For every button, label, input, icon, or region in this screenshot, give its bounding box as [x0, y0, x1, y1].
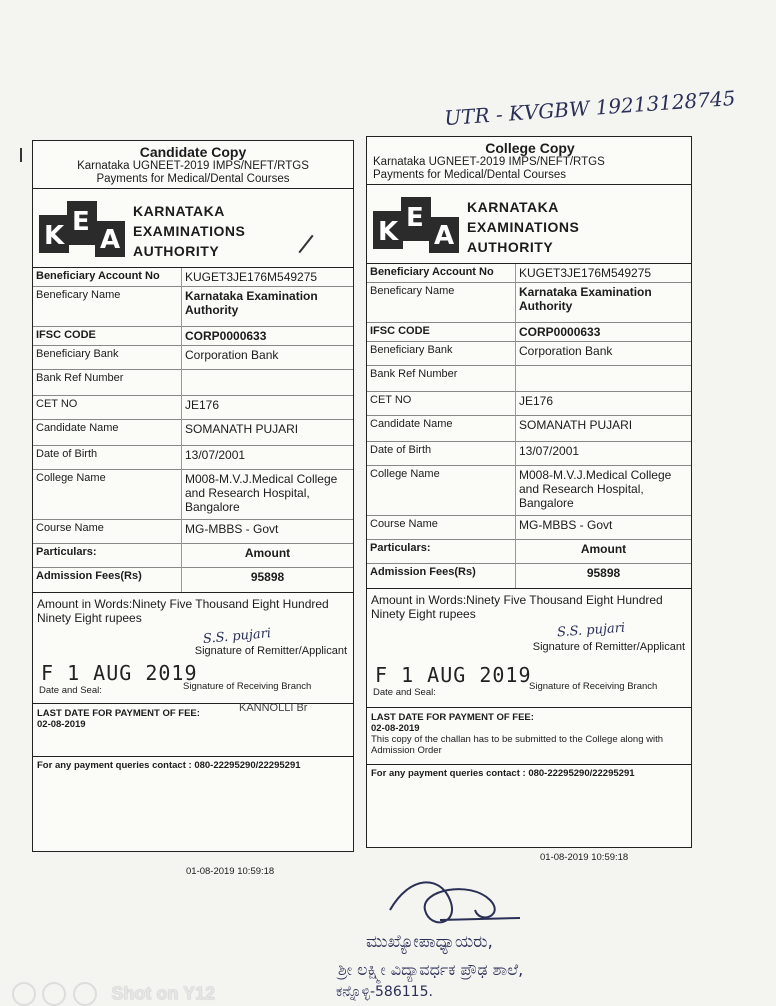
field-label: Beneficiary Account No — [367, 264, 516, 283]
seal-line-2: ಶ್ರೀ ಲಕ್ಷ್ಮೀ ವಿದ್ಯಾವರ್ಧಕ ಪ್ರೌಢ ಶಾಲೆ, — [338, 960, 524, 979]
field-label: Course Name — [33, 520, 182, 544]
page-margin-mark — [20, 148, 22, 162]
table-row — [367, 564, 691, 588]
table-row — [33, 544, 353, 568]
watermark-circles-icon — [42, 982, 66, 1006]
submission-note: This copy of the challan has to be submitted to the College along with Admission Order — [371, 733, 664, 756]
query-contact: For any payment queries contact : 080-22295290/22295291 — [371, 767, 635, 779]
field-value: 95898 — [516, 564, 692, 588]
college-header — [367, 137, 691, 185]
date-seal-label: Date and Seal: — [39, 684, 102, 696]
table-row — [33, 327, 353, 346]
copy-title: Candidate Copy — [139, 144, 247, 160]
org-name: KARNATAKA EXAMINATIONS AUTHORITY — [467, 199, 580, 255]
seal-line-1: ಮುಖ್ಯೋಪಾಧ್ಯಾಯರು, — [366, 932, 493, 952]
branch-stamp: KANNOLLI Br — [239, 701, 308, 714]
field-label: Course Name — [367, 516, 516, 540]
table-row — [367, 416, 691, 442]
field-value: Corporation Bank — [182, 346, 354, 370]
field-value: M008-M.V.J.Medical College and Research Hospital, Bangalore — [182, 470, 354, 520]
copy-subtitle: Karnataka UGNEET-2019 IMPS/NEFT/RTGS — [77, 160, 309, 172]
field-label: CET NO — [33, 396, 182, 420]
table-row — [33, 268, 353, 287]
principal-signature — [380, 870, 530, 940]
camera-watermark — [12, 982, 312, 1004]
org-name: KARNATAKA EXAMINATIONS AUTHORITY — [133, 203, 246, 259]
field-label: Bank Ref Number — [33, 370, 182, 396]
field-value: SOMANATH PUJARI — [516, 416, 692, 442]
field-value: CORP0000633 — [182, 327, 354, 346]
last-date-value: 02-08-2019 — [371, 722, 420, 734]
field-value: MG-MBBS - Govt — [182, 520, 354, 544]
candidate-copy — [32, 140, 354, 852]
date-seal-label: Date and Seal: — [373, 686, 436, 698]
last-date-box — [33, 703, 353, 756]
field-label: Admission Fees(Rs) — [367, 564, 516, 588]
table-row — [33, 287, 353, 327]
field-value: Corporation Bank — [516, 342, 692, 366]
branch-signature-label: Signature of Receiving Branch — [183, 680, 312, 692]
seal-line-3: ಕನ್ನೊಳ್ಳಿ-586115. — [336, 984, 433, 1000]
field-label: Particulars: — [33, 544, 182, 568]
table-row — [33, 520, 353, 544]
remitter-signature-label: Signature of Remitter/Applicant — [194, 644, 347, 657]
field-value: JE176 — [182, 396, 354, 420]
query-contact: For any payment queries contact : 080-22295290/22295291 — [37, 759, 301, 771]
table-row — [367, 442, 691, 466]
field-label: College Name — [367, 466, 516, 516]
field-label: Beneficiary Account No — [33, 268, 182, 287]
field-label: College Name — [33, 470, 182, 520]
amount-in-words: Amount in Words:Ninety Five Thousand Eight Hundred Ninety Eight rupees — [371, 592, 663, 621]
field-value: CORP0000633 — [516, 323, 692, 342]
table-row — [33, 420, 353, 446]
last-date-label: LAST DATE FOR PAYMENT OF FEE: — [371, 711, 534, 723]
field-value: Karnataka Examination Authority — [516, 283, 692, 323]
table-row — [367, 392, 691, 416]
field-value: 95898 — [182, 568, 354, 592]
payment-details-table — [33, 268, 353, 592]
table-row — [367, 264, 691, 283]
copy-title: College Copy — [485, 140, 575, 156]
table-row — [33, 346, 353, 370]
field-value: M008-M.V.J.Medical College and Research Hospital, Bangalore — [516, 466, 692, 516]
college-copy — [366, 136, 692, 848]
handwritten-signature: S.S. pujari — [556, 620, 626, 640]
field-label: IFSC CODE — [367, 323, 516, 342]
query-box — [367, 764, 691, 782]
copy-subtitle: Payments for Medical/Dental Courses — [96, 173, 290, 185]
field-label: IFSC CODE — [33, 327, 182, 346]
last-date-value: 02-08-2019 — [37, 718, 86, 730]
table-row — [367, 366, 691, 392]
amount-signature-box — [367, 588, 691, 707]
field-label: Bank Ref Number — [367, 366, 516, 392]
handwritten-signature: S.S. pujari — [202, 625, 272, 647]
watermark-circles-icon — [73, 982, 97, 1006]
field-value: Amount — [516, 540, 692, 564]
kea-logo: K E A — [373, 197, 461, 253]
field-value: Amount — [182, 544, 354, 568]
field-value: 13/07/2001 — [516, 442, 692, 466]
watermark-circles-icon — [12, 982, 36, 1006]
candidate-print-timestamp: 01-08-2019 10:59:18 — [186, 866, 275, 877]
table-row — [367, 342, 691, 366]
field-value — [516, 366, 692, 392]
copy-subtitle: Karnataka UGNEET-2019 IMPS/NEFT/RTGS — [373, 156, 605, 168]
remitter-signature-label: Signature of Remitter/Applicant — [532, 640, 685, 653]
branch-signature-label: Signature of Receiving Branch — [529, 680, 658, 692]
field-label: Candidate Name — [33, 420, 182, 446]
amount-in-words: Amount in Words:Ninety Five Thousand Eight Hundred Ninety Eight rupees — [37, 596, 329, 625]
table-row — [33, 568, 353, 592]
college-print-timestamp: 01-08-2019 10:59:18 — [540, 852, 629, 863]
table-row — [367, 516, 691, 540]
watermark-text: Shot on Y12 — [111, 983, 216, 1004]
field-value: SOMANATH PUJARI — [182, 420, 354, 446]
field-label: Candidate Name — [367, 416, 516, 442]
table-row — [367, 323, 691, 342]
field-label: Particulars: — [367, 540, 516, 564]
field-label: Date of Birth — [33, 446, 182, 470]
field-label: Admission Fees(Rs) — [33, 568, 182, 592]
amount-signature-box — [33, 592, 353, 703]
field-value: Karnataka Examination Authority — [182, 287, 354, 327]
field-value: KUGET3JE176M549275 — [185, 270, 318, 284]
field-value: 13/07/2001 — [182, 446, 354, 470]
field-value — [182, 370, 354, 396]
field-label: CET NO — [367, 392, 516, 416]
table-row — [33, 396, 353, 420]
copy-subtitle: Payments for Medical/Dental Courses — [373, 169, 567, 181]
table-row — [33, 470, 353, 520]
field-label: Date of Birth — [367, 442, 516, 466]
last-date-label: LAST DATE FOR PAYMENT OF FEE: — [37, 707, 200, 719]
candidate-header — [33, 141, 353, 189]
kea-logo: K E A — [39, 201, 127, 257]
table-row — [367, 466, 691, 516]
query-box — [33, 756, 353, 774]
field-label: Beneficiary Bank — [33, 346, 182, 370]
field-label: Beneficary Name — [367, 283, 516, 323]
table-row — [367, 283, 691, 323]
field-value: KUGET3JE176M549275 — [519, 266, 652, 280]
kea-logo-row — [367, 185, 691, 264]
table-row — [33, 370, 353, 396]
field-value: MG-MBBS - Govt — [516, 516, 692, 540]
date-stamp: F 1 AUG 2019 — [375, 662, 532, 687]
field-label: Beneficary Name — [33, 287, 182, 327]
date-stamp: F 1 AUG 2019 — [41, 660, 198, 685]
kea-logo-row — [33, 189, 353, 268]
payment-details-table — [367, 264, 691, 588]
last-date-box — [367, 707, 691, 764]
table-row — [367, 540, 691, 564]
utr-handwritten-note: UTR - KVGBW 19213128745 — [443, 85, 737, 131]
field-value: JE176 — [516, 392, 692, 416]
field-label: Beneficiary Bank — [367, 342, 516, 366]
table-row — [33, 446, 353, 470]
tick-mark — [298, 235, 313, 254]
